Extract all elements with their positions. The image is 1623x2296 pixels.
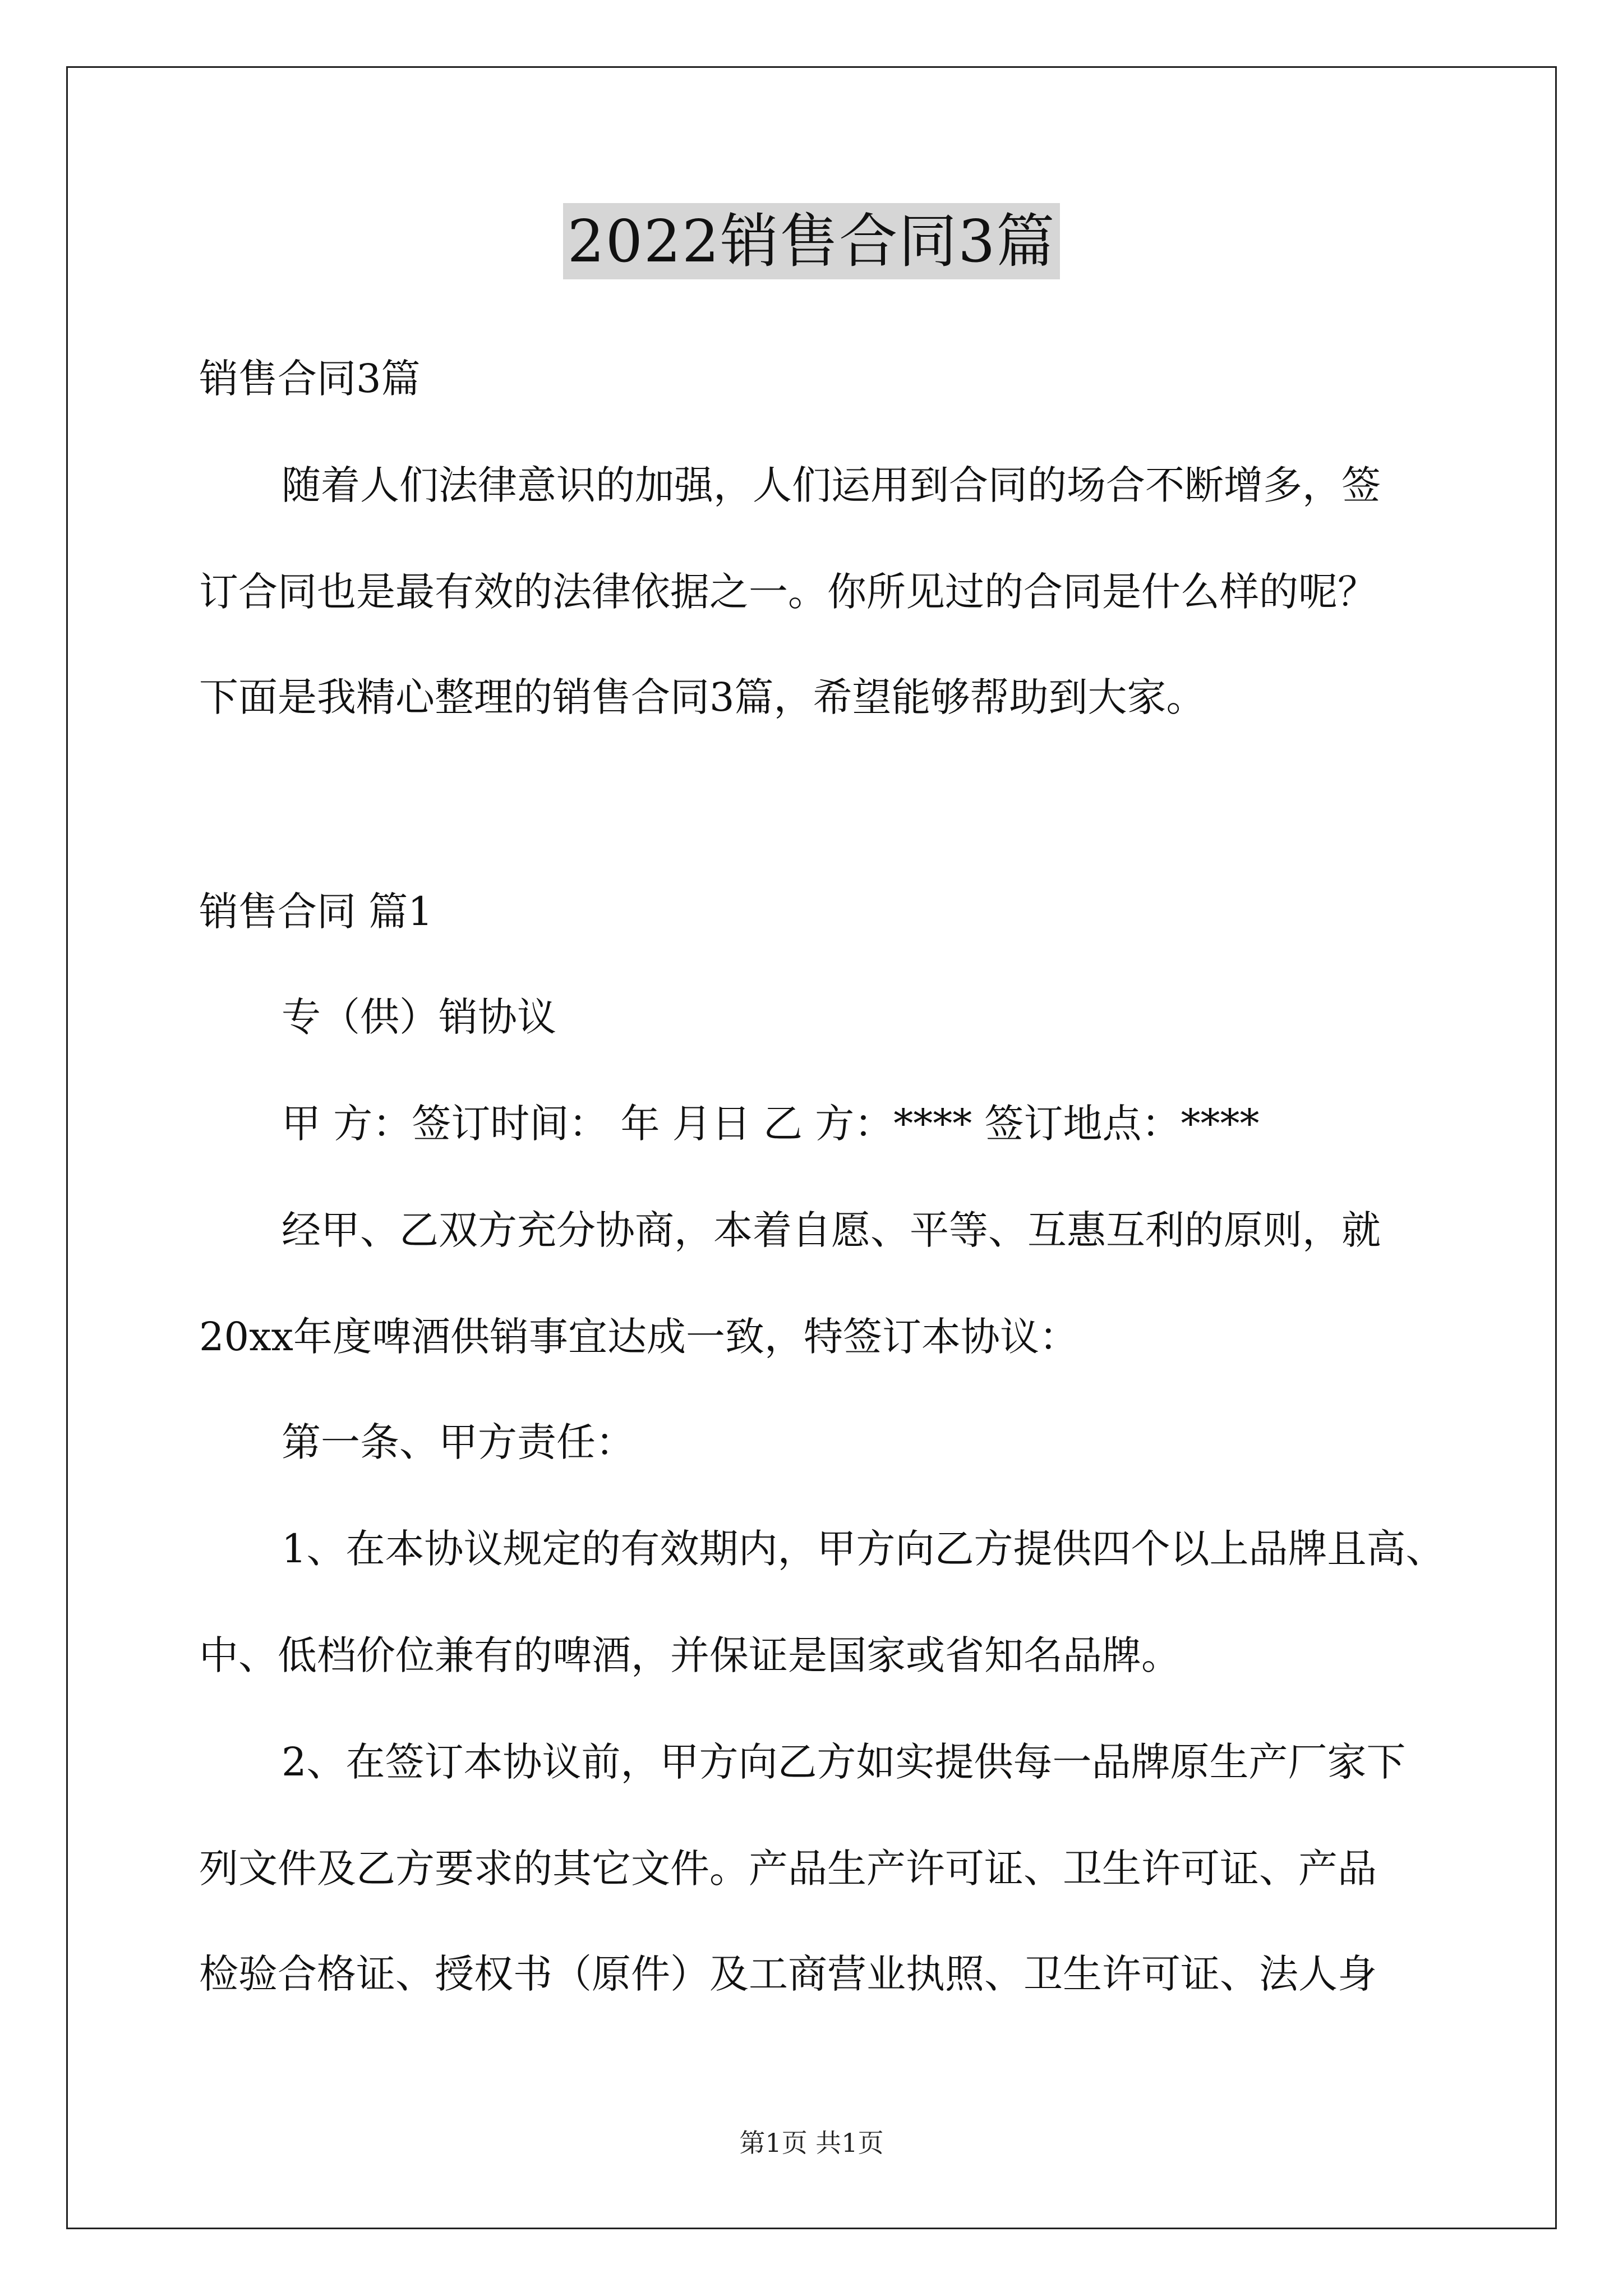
intro-line-1: 随着人们法律意识的加强，人们运用到合同的场合不断增多，签: [282, 462, 1381, 508]
body-line-7: 列文件及乙方要求的其它文件。产品生产许可证、卫生许可证、产品: [199, 1846, 1377, 1892]
body-line-8: 检验合格证、授权书（原件）及工商营业执照、卫生许可证、法人身: [199, 1951, 1377, 1997]
agreement-title: 专（供）销协议: [282, 994, 556, 1040]
body-line-4: 1、在本协议规定的有效期内，甲方向乙方提供四个以上品牌且高、: [282, 1526, 1445, 1572]
body-line-3: 第一条、甲方责任：: [282, 1419, 635, 1465]
intro-line-2: 订合同也是最有效的法律依据之一。你所见过的合同是什么样的呢？: [199, 569, 1377, 615]
section-heading: 销售合同 篇1: [199, 889, 433, 935]
page-footer: 第1页 共1页: [739, 2128, 884, 2158]
parties-line: 甲 方：签订时间： 年 月日 乙 方：**** 签订地点：****: [282, 1101, 1260, 1147]
title-container: [0, 203, 1623, 279]
intro-line-3: 下面是我精心整理的销售合同3篇，希望能够帮助到大家。: [199, 674, 1206, 720]
body-line-5: 中、低档价位兼有的啤酒，并保证是国家或省知名品牌。: [199, 1632, 1181, 1678]
body-line-6: 2、在签订本协议前，甲方向乙方如实提供每一品牌原生产厂家下: [282, 1739, 1406, 1785]
body-line-2: 20xx年度啤酒供销事宜达成一致，特签订本协议：: [199, 1314, 1079, 1360]
subtitle: 销售合同3篇: [199, 356, 421, 402]
document-title: 2022销售合同3篇: [563, 203, 1061, 279]
body-line-1: 经甲、乙双方充分协商，本着自愿、平等、互惠互利的原则，就: [282, 1207, 1381, 1253]
